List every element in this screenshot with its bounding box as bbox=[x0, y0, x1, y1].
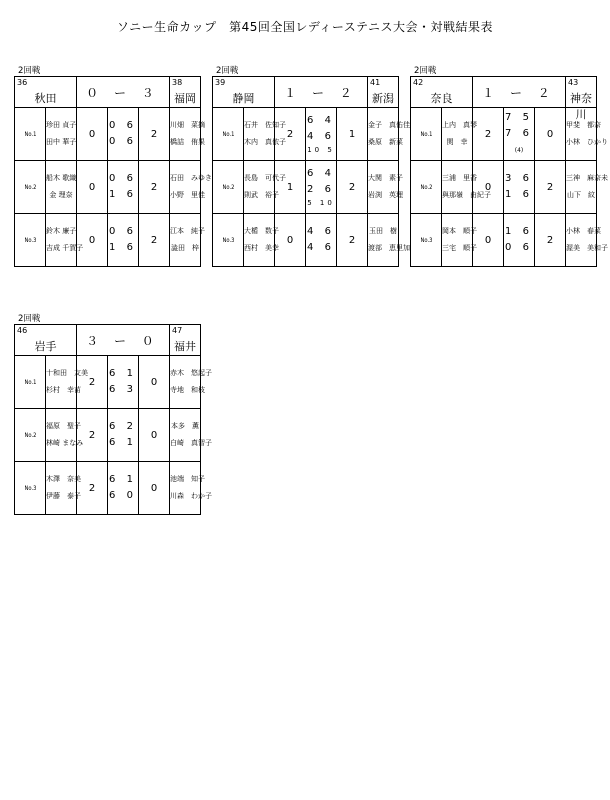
away-player-1: 池端 知子 bbox=[170, 475, 205, 483]
away-player-1: 川畑 菜摘 bbox=[170, 121, 205, 129]
home-team-name: 岩手 bbox=[34, 340, 57, 353]
away-player-2: 山下 紋 bbox=[567, 191, 595, 199]
home-players bbox=[46, 462, 81, 515]
match-row bbox=[213, 161, 399, 214]
away-player-1: 玉田 樹 bbox=[369, 227, 397, 235]
match-number: No.2 bbox=[216, 161, 241, 214]
set-score: 6 3 bbox=[109, 384, 137, 395]
away-player-1: 大関 素子 bbox=[368, 174, 403, 182]
home-player-2: 田中 華子 bbox=[46, 138, 77, 146]
home-player-1: 上内 真琴 bbox=[442, 121, 477, 129]
away-player-1: 石田 みゆき bbox=[170, 174, 212, 182]
away-team-name: 福岡 bbox=[174, 92, 196, 105]
header-row bbox=[15, 77, 201, 108]
away-players bbox=[170, 462, 212, 515]
home-player-1: 岡本 順子 bbox=[442, 227, 477, 235]
set-score: 5 10 bbox=[307, 199, 335, 207]
set-score: 1 6 bbox=[505, 226, 533, 237]
home-players bbox=[244, 161, 286, 214]
match-number: No.1 bbox=[18, 356, 43, 409]
home-player-2: 金 理奈 bbox=[49, 191, 73, 199]
away-set-score: 2 bbox=[139, 108, 170, 161]
home-team-name: 奈良 bbox=[430, 92, 453, 105]
home-player-1: 大楯 数子 bbox=[244, 227, 279, 235]
set-score: 7 6 bbox=[505, 127, 533, 139]
away-player-2: 橋詰 侑果 bbox=[170, 138, 205, 146]
set-score: 6 1 bbox=[109, 368, 137, 379]
game-scores bbox=[108, 462, 139, 515]
game-scores bbox=[504, 214, 535, 267]
match-number: No.1 bbox=[414, 108, 439, 161]
away-player-2: 小林 ひかり bbox=[566, 138, 608, 146]
match-row bbox=[15, 409, 201, 462]
home-player-1: 木澤 奈美 bbox=[46, 475, 81, 483]
away-player-1: 本多 薫 bbox=[171, 422, 199, 430]
away-set-score: 2 bbox=[337, 214, 368, 267]
home-team-cell bbox=[411, 77, 473, 108]
match-row bbox=[15, 462, 201, 515]
away-players bbox=[170, 409, 212, 462]
set-score: 4 6 bbox=[307, 226, 335, 237]
game-scores bbox=[504, 161, 535, 214]
set-score: 6 1 bbox=[109, 437, 137, 448]
home-set-score: 2 bbox=[275, 108, 306, 161]
home-player-2: 木内 真依子 bbox=[244, 138, 286, 146]
away-player-2: 澁田 梓 bbox=[171, 244, 199, 252]
home-set-score: 0 bbox=[473, 214, 504, 267]
away-player-2: 寺地 和枝 bbox=[170, 386, 205, 394]
match-row bbox=[15, 356, 201, 409]
away-player-2: 川森 わか子 bbox=[170, 492, 212, 500]
away-set-score: 2 bbox=[139, 161, 170, 214]
set-score: 1 6 bbox=[109, 189, 137, 200]
away-set-score: 2 bbox=[337, 161, 368, 214]
page-title: ソニー生命カップ 第45回全国レディーステニス大会・対戦結果表 bbox=[116, 20, 494, 34]
match-number: No.2 bbox=[414, 161, 439, 214]
match-row bbox=[15, 214, 201, 267]
home-player-2: 三宅 順子 bbox=[442, 244, 477, 252]
set-score: 6 4 bbox=[307, 168, 335, 179]
away-team-cell bbox=[170, 77, 201, 108]
home-team-number: 36 bbox=[17, 78, 28, 87]
home-player-2: 林崎 まなみ bbox=[46, 439, 84, 447]
home-player-1: 珍田 貞子 bbox=[46, 121, 77, 129]
home-player-2: 杉村 幸苗 bbox=[46, 386, 81, 394]
home-player-2: 関 幸 bbox=[446, 138, 468, 146]
home-player-1: 長島 可代子 bbox=[244, 174, 286, 182]
away-set-score: 0 bbox=[139, 462, 170, 515]
home-player-1: 石井 佐知子 bbox=[244, 121, 286, 129]
header-row bbox=[15, 325, 201, 356]
game-scores bbox=[108, 108, 139, 161]
home-players bbox=[244, 214, 279, 267]
home-players bbox=[46, 108, 77, 161]
match-row bbox=[15, 108, 201, 161]
home-set-score: 2 bbox=[77, 356, 108, 409]
away-player-1: 甲斐 都奈 bbox=[566, 121, 601, 129]
game-scores bbox=[306, 108, 337, 161]
set-score: 4 6 bbox=[307, 131, 335, 142]
away-player-1: 赤木 悠起子 bbox=[170, 369, 212, 377]
home-set-score: 0 bbox=[77, 214, 108, 267]
away-players bbox=[368, 214, 410, 267]
home-players bbox=[46, 161, 77, 214]
home-players bbox=[244, 108, 286, 161]
home-players bbox=[46, 214, 84, 267]
home-players bbox=[442, 108, 477, 161]
result-table bbox=[14, 324, 212, 515]
away-set-score: 2 bbox=[535, 214, 566, 267]
home-set-score: 2 bbox=[77, 462, 108, 515]
home-players bbox=[46, 356, 88, 409]
game-scores bbox=[108, 409, 139, 462]
away-team-cell bbox=[566, 77, 597, 121]
game-scores bbox=[108, 356, 139, 409]
match-row bbox=[411, 214, 597, 267]
match-number: No.3 bbox=[414, 214, 439, 267]
match-number: No.3 bbox=[216, 214, 241, 267]
away-set-score: 0 bbox=[139, 356, 170, 409]
game-scores bbox=[504, 108, 535, 161]
away-team-number: 43 bbox=[568, 78, 579, 87]
team-score: ３ ー ０ bbox=[77, 325, 170, 356]
header-row bbox=[411, 77, 597, 108]
home-set-score: 1 bbox=[275, 161, 306, 214]
set-score: 0 6 bbox=[109, 120, 137, 131]
home-team-number: 46 bbox=[17, 326, 28, 335]
match-number: No.3 bbox=[18, 462, 43, 515]
match-number: No.2 bbox=[18, 161, 43, 214]
away-player-2: 渥美 美和子 bbox=[566, 244, 608, 252]
away-set-score: 2 bbox=[139, 214, 170, 267]
away-team-number: 41 bbox=[370, 78, 381, 87]
home-team-number: 39 bbox=[215, 78, 226, 87]
away-player-1: 三神 麻奈未 bbox=[566, 174, 608, 182]
set-score: 4 6 bbox=[307, 242, 335, 253]
away-player-2: 桑原 新菜 bbox=[368, 138, 403, 146]
away-team-cell bbox=[170, 325, 201, 356]
set-score: 10 5 bbox=[307, 146, 335, 154]
home-player-2: 與那嶺 由紀子 bbox=[442, 191, 491, 199]
set-score: 1 6 bbox=[505, 189, 533, 200]
away-player-1: 金子 真佑佳 bbox=[368, 121, 410, 129]
home-set-score: 0 bbox=[275, 214, 306, 267]
away-players bbox=[368, 161, 403, 214]
result-table bbox=[410, 76, 608, 267]
away-team-number: 47 bbox=[172, 326, 183, 335]
home-set-score: 0 bbox=[77, 161, 108, 214]
away-players bbox=[170, 356, 212, 409]
match-number: No.1 bbox=[216, 108, 241, 161]
team-score: ０ ー ３ bbox=[77, 77, 170, 108]
home-set-score: 0 bbox=[473, 161, 504, 214]
round-label: 2回戦 bbox=[18, 66, 41, 76]
set-score: 3 6 bbox=[505, 173, 533, 184]
home-team-cell bbox=[15, 325, 77, 356]
set-score: 6 2 bbox=[109, 421, 137, 432]
away-team-cell bbox=[368, 77, 399, 108]
match-number: No.3 bbox=[18, 214, 43, 267]
set-score: 6 1 bbox=[109, 474, 137, 485]
home-set-score: 0 bbox=[77, 108, 108, 161]
away-team-name: 新潟 bbox=[372, 92, 394, 105]
home-set-score: 2 bbox=[473, 108, 504, 161]
result-table bbox=[212, 76, 410, 267]
away-player-1: 江本 純子 bbox=[170, 227, 205, 235]
game-scores bbox=[306, 214, 337, 267]
away-players bbox=[566, 214, 608, 267]
away-set-score: 1 bbox=[337, 108, 368, 161]
result-table bbox=[14, 76, 212, 267]
away-players bbox=[566, 161, 608, 214]
match-row bbox=[213, 108, 399, 161]
away-team-name: 福井 bbox=[174, 340, 196, 353]
away-team-number: 38 bbox=[172, 78, 183, 87]
home-player-2: 則武 裕子 bbox=[244, 191, 279, 199]
home-team-cell bbox=[15, 77, 77, 108]
away-set-score: 2 bbox=[535, 161, 566, 214]
home-player-1: 船木 歌織 bbox=[46, 174, 77, 182]
away-player-2: 白崎 真智子 bbox=[170, 439, 212, 447]
match-row bbox=[15, 161, 201, 214]
match-number: No.2 bbox=[18, 409, 43, 462]
home-team-name: 静岡 bbox=[232, 92, 255, 105]
match-row bbox=[411, 161, 597, 214]
match-number: No.1 bbox=[18, 108, 43, 161]
away-team-name: 神奈川 bbox=[570, 92, 592, 121]
team-score: １ ー ２ bbox=[275, 77, 368, 108]
home-players bbox=[442, 214, 477, 267]
game-scores bbox=[108, 161, 139, 214]
set-score: 7 5 bbox=[505, 111, 533, 123]
set-score: 0 6 bbox=[109, 173, 137, 184]
away-set-score: 0 bbox=[139, 409, 170, 462]
set-score: 0 6 bbox=[109, 136, 137, 147]
round-label: 2回戦 bbox=[414, 66, 437, 76]
away-set-score: 0 bbox=[535, 108, 566, 161]
away-player-2: 渡部 恵里加 bbox=[368, 244, 410, 252]
away-player-2: 岩渕 英理 bbox=[368, 191, 403, 199]
home-player-1: 鈴木 廉子 bbox=[46, 227, 77, 235]
home-player-1: 福原 聖子 bbox=[46, 422, 81, 430]
team-score: １ ー ２ bbox=[473, 77, 566, 108]
set-score: 1 6 bbox=[109, 242, 137, 253]
home-player-2: 吉成 千賀子 bbox=[46, 244, 84, 252]
game-scores bbox=[306, 161, 337, 214]
set-score: 6 4 bbox=[307, 115, 335, 126]
away-players bbox=[170, 214, 205, 267]
away-player-2: 小野 里佳 bbox=[170, 191, 205, 199]
round-label: 2回戦 bbox=[216, 66, 239, 76]
match-row bbox=[213, 214, 399, 267]
away-player-1: 小林 春菜 bbox=[566, 227, 601, 235]
away-players bbox=[170, 108, 205, 161]
home-player-1: 十和田 友美 bbox=[46, 369, 88, 377]
home-player-2: 伊藤 泰子 bbox=[46, 492, 81, 500]
game-scores bbox=[108, 214, 139, 267]
home-player-1: 三浦 里香 bbox=[442, 174, 477, 182]
home-team-name: 秋田 bbox=[34, 92, 57, 105]
away-players bbox=[170, 161, 212, 214]
home-set-score: 2 bbox=[77, 409, 108, 462]
home-players bbox=[442, 161, 491, 214]
home-team-cell bbox=[213, 77, 275, 108]
header-row bbox=[213, 77, 399, 108]
set-score: 0 6 bbox=[505, 242, 533, 253]
away-players bbox=[368, 108, 410, 161]
set-score: 0 6 bbox=[109, 226, 137, 237]
set-score: 6 0 bbox=[109, 490, 137, 501]
home-player-2: 西村 美幸 bbox=[244, 244, 279, 252]
home-players bbox=[46, 409, 84, 462]
set-score: 2 6 bbox=[307, 184, 335, 195]
home-team-number: 42 bbox=[413, 78, 424, 87]
round-label: 2回戦 bbox=[18, 314, 41, 324]
tiebreak-score: (4) bbox=[514, 146, 524, 154]
